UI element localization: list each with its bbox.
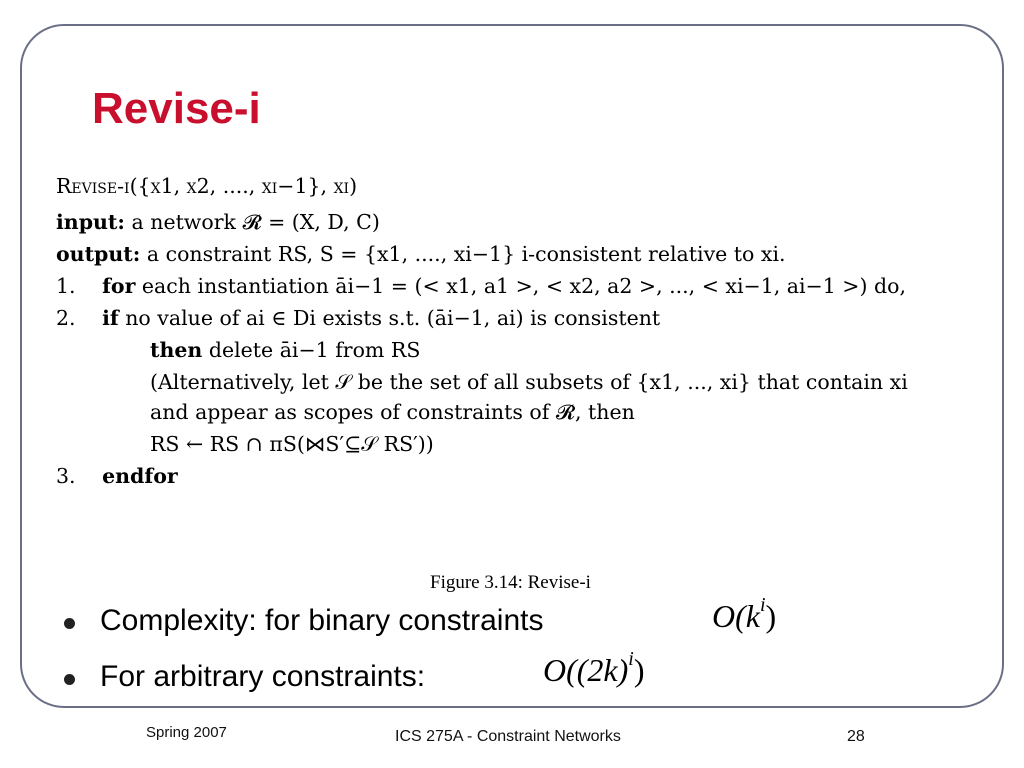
step-2-text: no value of ai ∈ Di exists s.t. (āi−1, ai) is consistent [125, 306, 661, 330]
step-1-keyword: for [102, 274, 136, 298]
step-2-keyword: if [102, 306, 119, 330]
bullet-dot-icon [64, 674, 75, 685]
formula-base: O(k [712, 598, 760, 634]
step-1-text: each instantiation āi−1 = (< x1, a1 >, < x2, a2 >, ..., < xi−1, ai−1 >) do, [141, 274, 906, 298]
step-2-number: 2. [56, 306, 76, 330]
formula-exponent: i [759, 594, 766, 616]
output-text: a constraint RS, S = {x1, ...., xi−1} i-consistent relative to xi. [146, 242, 786, 266]
step-1-number: 1. [56, 274, 76, 298]
input-line [56, 210, 380, 235]
then-text: delete āi−1 from RS [208, 338, 421, 362]
step-3 [56, 464, 178, 488]
step-3-number: 3. [56, 464, 76, 488]
formula-base: O((2k) [543, 652, 629, 688]
footer-course: ICS 275A - Constraint Networks [395, 728, 621, 745]
arbitrary-complexity-formula [543, 648, 645, 689]
alternative-line-3: RS ← RS ∩ πS(⋈S′⊆𝒮 RS′)) [150, 432, 434, 456]
step-1 [56, 274, 906, 298]
step-3-keyword: endfor [102, 464, 178, 488]
formula-exponent: i [628, 648, 634, 670]
then-keyword: then [150, 338, 203, 362]
output-keyword: output: [56, 242, 141, 266]
step-2 [56, 306, 660, 330]
figure-caption: Figure 3.14: Revise-i [430, 572, 591, 593]
bullet-dot-icon [64, 618, 75, 629]
bullet-text: Complexity: for binary constraints [100, 604, 544, 637]
algorithm-header: Revise-i({x1, x2, ...., xi−1}, xi) [56, 174, 358, 198]
output-line [56, 242, 786, 266]
formula-close: ) [765, 598, 777, 634]
alternative-line-1: (Alternatively, let 𝒮 be the set of all subsets of {x1, ..., xi} that contain xi [150, 370, 908, 394]
formula-close: ) [633, 652, 645, 688]
binary-complexity-formula [712, 594, 777, 635]
footer-date: Spring 2007 [146, 724, 227, 741]
bullet-text: For arbitrary constraints: [100, 660, 426, 693]
alternative-line-2: and appear as scopes of constraints of 𝓡, then [150, 400, 635, 424]
input-keyword: input: [56, 210, 125, 234]
step-2-then [150, 338, 420, 362]
slide-title: Revise-i [92, 84, 261, 133]
footer-page-number: 28 [847, 728, 865, 745]
input-text: a network 𝓡 = (X, D, C) [131, 210, 380, 234]
